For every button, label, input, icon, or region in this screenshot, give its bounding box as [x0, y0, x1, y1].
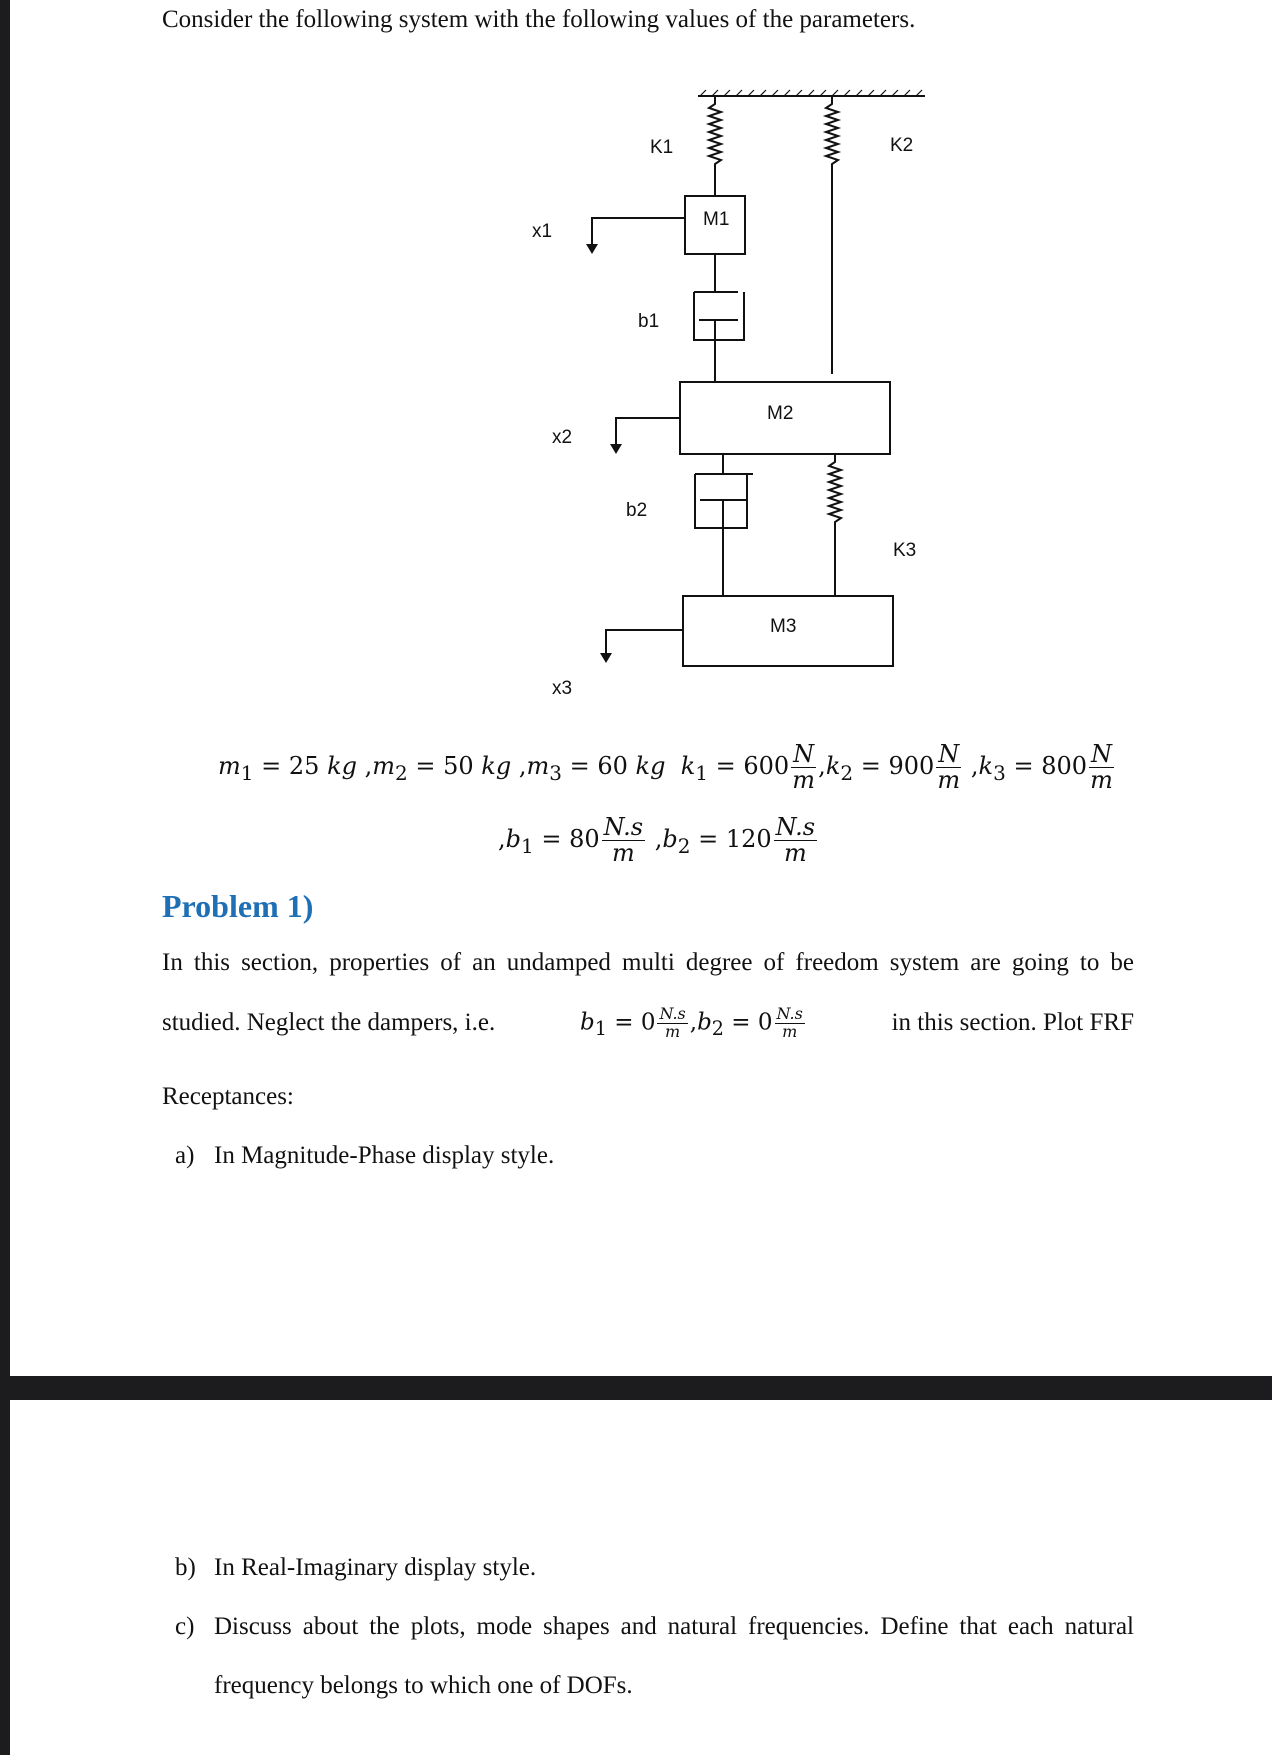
- receptances-label: Receptances:: [162, 1083, 294, 1110]
- x3-arrow: [606, 630, 683, 654]
- damper-b2: [695, 454, 753, 596]
- params-line-2: $,b_1 = 80$ $\frac{N.s}{m}$ $,b_2 = 120$ $\frac{N.s}{m}$: [498, 813, 816, 868]
- page-1: [10, 0, 1272, 1376]
- label-m1: M1: [703, 209, 730, 230]
- x2-arrow: [616, 418, 680, 445]
- mass-spring-damper-diagram: [10, 0, 1272, 720]
- problem-line-2: studied. Neglect the dampers, i.e. $b_1 = 0$ $\frac{N.s}{m}$ $,b_2 = 0$ $\frac{N.s}{m}$ in this section. Plot FRF: [162, 1004, 1134, 1041]
- label-b2: b2: [626, 500, 648, 521]
- label-k1: K1: [650, 137, 674, 158]
- page-2: [10, 1400, 1272, 1755]
- params-line-1: $m_1 = 25$ kg $,m_2 = 50$ kg $,m_3 = 60$ kg $k_1 = 600$ $\frac{N}{m}$ $,k_2 = 900$ $\frac{N}{m}$ $,k_3 = 800$ $\frac{N}{m}$: [218, 740, 1113, 795]
- intro-text: Consider the following system with the following values of the parameters.: [162, 6, 916, 33]
- page-separator: [0, 1376, 1272, 1400]
- problem-heading: Problem 1): [162, 888, 314, 924]
- spring-k2: [826, 96, 838, 374]
- label-x1: x1: [532, 221, 553, 242]
- x1-arrow: [592, 218, 685, 245]
- x3-arrowhead: [600, 653, 612, 663]
- label-x3: x3: [552, 678, 573, 699]
- item-b-marker: b): [175, 1554, 196, 1581]
- x2-arrowhead: [610, 444, 622, 454]
- label-x2: x2: [552, 427, 573, 448]
- label-b1: b1: [638, 311, 660, 332]
- spring-k1: [709, 96, 721, 196]
- item-a-marker: a): [175, 1142, 195, 1169]
- x1-arrowhead: [586, 244, 598, 254]
- problem-line-1: In this section, properties of an undamped multi degree of freedom system are going to be: [162, 949, 1134, 976]
- item-c-marker: c): [175, 1613, 195, 1640]
- label-m2: M2: [767, 403, 794, 424]
- spring-k3: [829, 454, 841, 596]
- label-k2: K2: [890, 135, 914, 156]
- item-c-continuation: frequency belongs to which one of DOFs.: [214, 1672, 633, 1699]
- item-b-text: In Real-Imaginary display style.: [214, 1554, 537, 1581]
- damper-b1: [694, 254, 744, 382]
- label-m3: M3: [770, 616, 797, 637]
- item-c-text: Discuss about the plots, mode shapes and natural frequencies. Define that each natural: [214, 1613, 1134, 1640]
- item-a-text: In Magnitude-Phase display style.: [214, 1142, 555, 1169]
- label-k3: K3: [893, 540, 917, 561]
